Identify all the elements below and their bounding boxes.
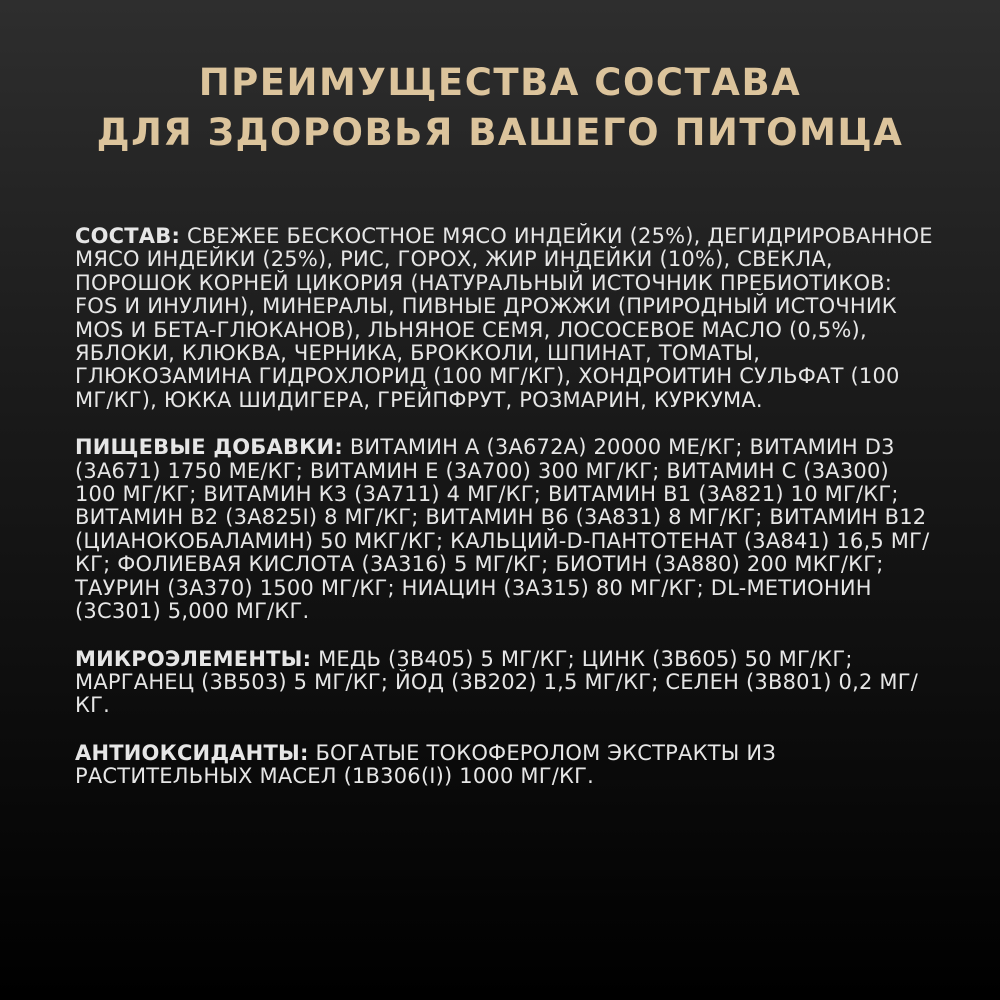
ingredients-block bbox=[75, 225, 935, 789]
composition-section bbox=[75, 225, 935, 412]
title-line-2: ДЛЯ ЗДОРОВЬЯ ВАШЕГО ПИТОМЦА bbox=[96, 111, 904, 154]
additives-text: ВИТАМИН А (3А672А) 20000 МЕ/КГ; ВИТАМИН D3 (3А671) 1750 МЕ/КГ; ВИТАМИН Е (3А700) 300 МГ/КГ; ВИТАМИН С (3А300) 100 МГ/КГ; ВИТАМИН К3 (3А711) 4 МГ/КГ; ВИТАМИН В1 (3А821) 10 МГ/КГ; ВИТАМИН В2 (3А825I) 8 МГ/КГ; ВИТАМИН В6 (3А831) 8 МГ/КГ; ВИТАМИН В12 (ЦИАНОКОБАЛАМИН) 50 МКГ/КГ; КАЛЬЦИЙ-D-ПАНТОТЕНАТ (3А841) 16,5 МГ/КГ; ФОЛИЕВАЯ КИСЛОТА (3А316) 5 МГ/КГ; БИОТИН (3А880) 200 МКГ/КГ; ТАУРИН (3А370) 1500 МГ/КГ; НИАЦИН (3А315) 80 МГ/КГ; DL-МЕТИОНИН (3С301) 5,000 МГ/КГ. bbox=[75, 435, 930, 624]
additives-label: ПИЩЕВЫЕ ДОБАВКИ: bbox=[75, 435, 343, 460]
title-line-1: ПРЕИМУЩЕСТВА СОСТАВА bbox=[198, 61, 802, 104]
page-title bbox=[0, 58, 1000, 158]
trace-elements-label: МИКРОЭЛЕМЕНТЫ: bbox=[75, 646, 312, 671]
antioxidants-section bbox=[75, 742, 935, 789]
antioxidants-label: АНТИОКСИДАНТЫ: bbox=[75, 740, 309, 765]
trace-elements-text: МЕДЬ (3В405) 5 МГ/КГ; ЦИНК (3В605) 50 МГ/КГ; МАРГАНЕЦ (3В503) 5 МГ/КГ; ЙОД (3В202) 1,5 МГ/КГ; СЕЛЕН (3В801) 0,2 МГ/КГ. bbox=[75, 646, 918, 718]
composition-text: СВЕЖЕЕ БЕСКОСТНОЕ МЯСО ИНДЕЙКИ (25%), ДЕГИДРИРОВАННОЕ МЯСО ИНДЕЙКИ (25%), РИС, ГОРОХ, ЖИР ИНДЕЙКИ (10%), СВЕКЛА, ПОРОШОК КОРНЕЙ ЦИКОРИЯ (НАТУРАЛЬНЫЙ ИСТОЧНИК ПРЕБИОТИКОВ: FOS И ИНУЛИН), МИНЕРАЛЫ, ПИВНЫЕ ДРОЖЖИ (ПРИРОДНЫЙ ИСТОЧНИК MOS И БЕТА-ГЛЮКАНОВ), ЛЬНЯНОЕ СЕМЯ, ЛОСОСЕВОЕ МАСЛО (0,5%), ЯБЛОКИ, КЛЮКВА, ЧЕРНИКА, БРОККОЛИ, ШПИНАТ, ТОМАТЫ, ГЛЮКОЗАМИНА ГИДРОХЛОРИД (100 МГ/КГ), ХОНДРОИТИН СУЛЬФАТ (100 МГ/КГ), ЮККА ШИДИГЕРА, ГРЕЙПФРУТ, РОЗМАРИН, КУРКУМА. bbox=[75, 224, 933, 412]
composition-label: СОСТАВ: bbox=[75, 224, 181, 248]
trace-elements-section bbox=[75, 648, 935, 718]
additives-section bbox=[75, 436, 935, 623]
antioxidants-text: БОГАТЫЕ ТОКОФЕРОЛОМ ЭКСТРАКТЫ ИЗ РАСТИТЕЛЬНЫХ МАСЕЛ (1В306(I)) 1000 МГ/КГ. bbox=[75, 740, 776, 789]
